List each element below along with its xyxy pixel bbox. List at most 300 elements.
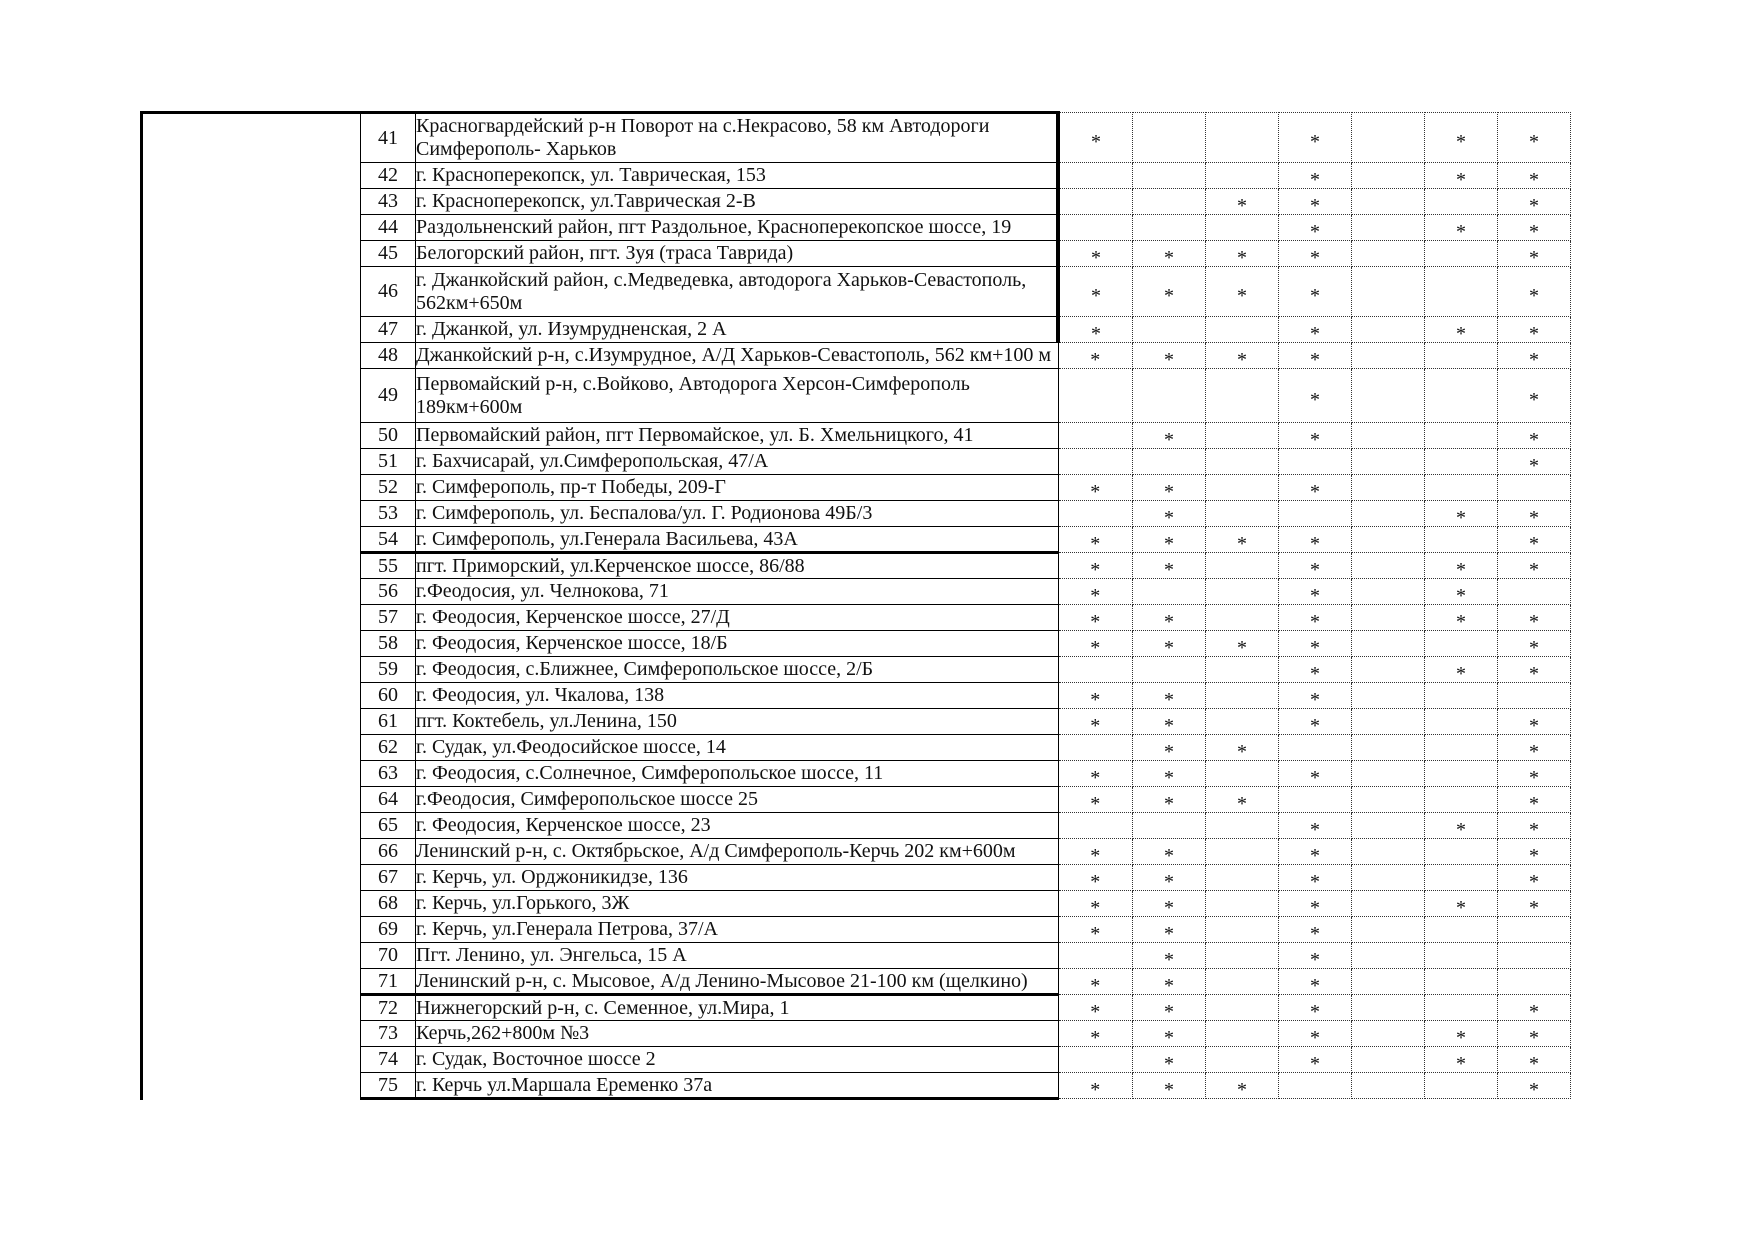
- asterisk-mark: *: [1456, 818, 1466, 839]
- mark-cell: [1279, 969, 1352, 995]
- mark-cell: [1133, 891, 1206, 917]
- mark-cell: [1498, 501, 1571, 527]
- address-cell: г. Феодосия, с.Ближнее, Симферопольское шоссе, 2/Б: [416, 657, 1059, 683]
- mark-cell: [1279, 527, 1352, 553]
- asterisk-mark: *: [1310, 322, 1320, 343]
- mark-cell: [1425, 1073, 1498, 1099]
- asterisk-mark: *: [1456, 896, 1466, 917]
- asterisk-mark: *: [1091, 322, 1101, 343]
- mark-cell: [1206, 1073, 1279, 1099]
- address-cell: г. Керчь, ул.Генерала Петрова, 37/А: [416, 917, 1059, 943]
- asterisk-mark: *: [1164, 1000, 1174, 1021]
- asterisk-mark: *: [1310, 584, 1320, 605]
- asterisk-mark: *: [1529, 284, 1539, 307]
- mark-cell: [1133, 163, 1206, 189]
- address-cell: г. Симферополь, ул.Генерала Васильева, 43А: [416, 527, 1059, 553]
- mark-cell: [1058, 683, 1133, 709]
- asterisk-mark: *: [1310, 610, 1320, 631]
- row-number-cell: 74: [361, 1047, 416, 1073]
- row-number-cell: 46: [361, 267, 416, 317]
- row-number-cell: 58: [361, 631, 416, 657]
- mark-cell: [1498, 369, 1571, 423]
- mark-cell: [1352, 241, 1425, 267]
- table-row: [361, 735, 1571, 761]
- asterisk-mark: *: [1091, 130, 1101, 153]
- mark-cell: [1425, 813, 1498, 839]
- mark-cell: [1498, 449, 1571, 475]
- asterisk-mark: *: [1164, 610, 1174, 631]
- asterisk-mark: *: [1090, 532, 1101, 553]
- row-number-cell: 67: [361, 865, 416, 891]
- asterisk-mark: *: [1237, 740, 1247, 761]
- row-number-cell: 65: [361, 813, 416, 839]
- mark-cell: [1352, 1021, 1425, 1047]
- mark-cell: [1498, 605, 1571, 631]
- mark-cell: [1133, 553, 1206, 579]
- mark-cell: [1425, 475, 1498, 501]
- asterisk-mark: *: [1164, 688, 1174, 709]
- mark-cell: [1498, 683, 1571, 709]
- mark-cell: [1425, 113, 1498, 163]
- row-number-cell: 54: [361, 527, 416, 553]
- asterisk-mark: *: [1164, 740, 1174, 761]
- mark-cell: [1352, 423, 1425, 449]
- rows-container: [361, 113, 1571, 1099]
- asterisk-mark: *: [1529, 1078, 1539, 1099]
- asterisk-mark: *: [1310, 348, 1320, 369]
- asterisk-mark: *: [1310, 766, 1320, 787]
- mark-cell: [1279, 787, 1352, 813]
- mark-cell: [1206, 891, 1279, 917]
- mark-cell: [1425, 865, 1498, 891]
- mark-cell: [1425, 787, 1498, 813]
- mark-cell: [1498, 865, 1571, 891]
- row-number-cell: 43: [361, 189, 416, 215]
- mark-cell: [1058, 943, 1133, 969]
- mark-cell: [1133, 839, 1206, 865]
- asterisk-mark: *: [1529, 388, 1539, 411]
- mark-cell: [1352, 1047, 1425, 1073]
- asterisk-mark: *: [1529, 662, 1539, 683]
- row-number-cell: 72: [361, 995, 416, 1021]
- mark-cell: [1206, 813, 1279, 839]
- asterisk-mark: *: [1529, 168, 1539, 189]
- asterisk-mark: *: [1164, 714, 1174, 735]
- asterisk-mark: *: [1090, 558, 1101, 579]
- asterisk-mark: *: [1090, 792, 1101, 813]
- asterisk-mark: *: [1090, 714, 1101, 735]
- asterisk-mark: *: [1237, 1078, 1247, 1099]
- mark-cell: [1425, 527, 1498, 553]
- mark-cell: [1352, 189, 1425, 215]
- mark-cell: [1279, 865, 1352, 891]
- mark-cell: [1279, 241, 1352, 267]
- mark-cell: [1058, 527, 1133, 553]
- asterisk-mark: *: [1310, 168, 1320, 189]
- mark-cell: [1058, 735, 1133, 761]
- mark-cell: [1058, 761, 1133, 787]
- address-cell: г. Керчь, ул. Орджоникидзе, 136: [416, 865, 1059, 891]
- asterisk-mark: *: [1237, 532, 1247, 553]
- row-number-cell: 57: [361, 605, 416, 631]
- asterisk-mark: *: [1529, 714, 1539, 735]
- mark-cell: [1498, 113, 1571, 163]
- asterisk-mark: *: [1164, 428, 1174, 449]
- asterisk-mark: *: [1310, 636, 1320, 657]
- asterisk-mark: *: [1237, 792, 1247, 813]
- asterisk-mark: *: [1310, 284, 1320, 307]
- row-number-cell: 60: [361, 683, 416, 709]
- mark-cell: [1133, 657, 1206, 683]
- asterisk-mark: *: [1237, 194, 1247, 215]
- mark-cell: [1425, 423, 1498, 449]
- asterisk-mark: *: [1164, 532, 1174, 553]
- mark-cell: [1352, 839, 1425, 865]
- asterisk-mark: *: [1529, 844, 1539, 865]
- mark-cell: [1498, 917, 1571, 943]
- mark-cell: [1425, 579, 1498, 605]
- mark-cell: [1279, 631, 1352, 657]
- mark-cell: [1352, 579, 1425, 605]
- address-cell: Ленинский р-н, с. Мысовое, А/д Ленино-Мысовое 21-100 км (щелкино): [416, 969, 1059, 995]
- mark-cell: [1425, 917, 1498, 943]
- asterisk-mark: *: [1310, 428, 1320, 449]
- mark-cell: [1425, 683, 1498, 709]
- mark-cell: [1425, 343, 1498, 369]
- mark-cell: [1352, 995, 1425, 1021]
- mark-cell: [1498, 761, 1571, 787]
- table-row: [361, 553, 1571, 579]
- table-row: [361, 369, 1571, 423]
- mark-cell: [1206, 735, 1279, 761]
- mark-cell: [1498, 317, 1571, 343]
- mark-cell: [1279, 343, 1352, 369]
- asterisk-mark: *: [1090, 766, 1101, 787]
- address-cell: г. Феодосия, с.Солнечное, Симферопольское шоссе, 11: [416, 761, 1059, 787]
- mark-cell: [1133, 605, 1206, 631]
- asterisk-mark: *: [1310, 896, 1320, 917]
- mark-cell: [1425, 215, 1498, 241]
- mark-cell: [1279, 113, 1352, 163]
- asterisk-mark: *: [1090, 1026, 1101, 1047]
- mark-cell: [1352, 735, 1425, 761]
- mark-cell: [1058, 631, 1133, 657]
- mark-cell: [1058, 343, 1133, 369]
- mark-cell: [1206, 943, 1279, 969]
- asterisk-mark: *: [1164, 246, 1174, 267]
- mark-cell: [1133, 1021, 1206, 1047]
- asterisk-mark: *: [1090, 688, 1101, 709]
- mark-cell: [1133, 813, 1206, 839]
- mark-cell: [1498, 1073, 1571, 1099]
- mark-cell: [1279, 891, 1352, 917]
- row-number-cell: 70: [361, 943, 416, 969]
- left-empty-cell: [140, 111, 360, 1100]
- row-number-cell: 62: [361, 735, 416, 761]
- row-number-cell: 42: [361, 163, 416, 189]
- mark-cell: [1133, 267, 1206, 317]
- mark-cell: [1425, 553, 1498, 579]
- mark-cell: [1425, 657, 1498, 683]
- asterisk-mark: *: [1090, 1000, 1101, 1021]
- address-cell: Пгт. Ленино, ул. Энгельса, 15 А: [416, 943, 1059, 969]
- asterisk-mark: *: [1164, 506, 1174, 527]
- mark-cell: [1425, 1047, 1498, 1073]
- asterisk-mark: *: [1237, 284, 1247, 307]
- address-cell: г. Феодосия, Керченское шоссе, 18/Б: [416, 631, 1059, 657]
- table-row: [361, 1073, 1571, 1099]
- mark-cell: [1206, 1047, 1279, 1073]
- mark-cell: [1279, 369, 1352, 423]
- asterisk-mark: *: [1164, 636, 1174, 657]
- mark-cell: [1352, 343, 1425, 369]
- asterisk-mark: *: [1310, 1026, 1320, 1047]
- mark-cell: [1058, 1047, 1133, 1073]
- asterisk-mark: *: [1237, 636, 1247, 657]
- address-cell: Красногвардейский р-н Поворот на с.Некрасово, 58 км Автодороги Симферополь- Харьков: [416, 113, 1059, 163]
- mark-cell: [1133, 527, 1206, 553]
- table-row: [361, 605, 1571, 631]
- mark-cell: [1279, 917, 1352, 943]
- mark-cell: [1206, 113, 1279, 163]
- asterisk-mark: *: [1456, 610, 1466, 631]
- mark-cell: [1352, 215, 1425, 241]
- address-cell: г. Джанкойский район, с.Медведевка, автодорога Харьков-Севастополь, 562км+650м: [416, 267, 1059, 317]
- table-row: [361, 917, 1571, 943]
- asterisk-mark: *: [1164, 948, 1174, 969]
- row-number-cell: 73: [361, 1021, 416, 1047]
- mark-cell: [1425, 631, 1498, 657]
- row-number-cell: 59: [361, 657, 416, 683]
- mark-cell: [1279, 163, 1352, 189]
- asterisk-mark: *: [1090, 870, 1101, 891]
- asterisk-mark: *: [1529, 1000, 1539, 1021]
- mark-cell: [1279, 423, 1352, 449]
- table-row: [361, 475, 1571, 501]
- mark-cell: [1498, 579, 1571, 605]
- asterisk-mark: *: [1456, 1026, 1466, 1047]
- mark-cell: [1279, 735, 1352, 761]
- asterisk-mark: *: [1164, 870, 1174, 891]
- mark-cell: [1206, 241, 1279, 267]
- mark-cell: [1206, 423, 1279, 449]
- mark-cell: [1352, 969, 1425, 995]
- table-row: [361, 969, 1571, 995]
- asterisk-mark: *: [1090, 584, 1101, 605]
- mark-cell: [1058, 241, 1133, 267]
- address-cell: г.Феодосия, Симферопольское шоссе 25: [416, 787, 1059, 813]
- mark-cell: [1279, 943, 1352, 969]
- address-cell: г. Красноперекопск, ул.Таврическая 2-В: [416, 189, 1059, 215]
- asterisk-mark: *: [1456, 322, 1466, 343]
- asterisk-mark: *: [1090, 636, 1101, 657]
- mark-cell: [1352, 709, 1425, 735]
- address-cell: г. Красноперекопск, ул. Таврическая, 153: [416, 163, 1059, 189]
- mark-cell: [1058, 579, 1133, 605]
- row-number-cell: 53: [361, 501, 416, 527]
- mark-cell: [1352, 369, 1425, 423]
- mark-cell: [1425, 735, 1498, 761]
- asterisk-mark: *: [1310, 558, 1320, 579]
- mark-cell: [1425, 709, 1498, 735]
- mark-cell: [1206, 839, 1279, 865]
- asterisk-mark: *: [1456, 506, 1466, 527]
- mark-cell: [1058, 891, 1133, 917]
- asterisk-mark: *: [1529, 636, 1539, 657]
- address-cell: Ленинский р-н, с. Октябрьское, А/д Симферополь-Керчь 202 км+600м: [416, 839, 1059, 865]
- table-row: [361, 683, 1571, 709]
- mark-cell: [1133, 969, 1206, 995]
- mark-cell: [1279, 995, 1352, 1021]
- mark-cell: [1206, 475, 1279, 501]
- mark-cell: [1133, 735, 1206, 761]
- asterisk-mark: *: [1529, 348, 1539, 369]
- asterisk-mark: *: [1091, 246, 1101, 267]
- asterisk-mark: *: [1456, 168, 1466, 189]
- asterisk-mark: *: [1529, 610, 1539, 631]
- asterisk-mark: *: [1529, 220, 1539, 241]
- table-row: [361, 527, 1571, 553]
- row-number-cell: 64: [361, 787, 416, 813]
- mark-cell: [1279, 813, 1352, 839]
- mark-cell: [1058, 995, 1133, 1021]
- mark-cell: [1058, 189, 1133, 215]
- mark-cell: [1279, 501, 1352, 527]
- asterisk-mark: *: [1529, 322, 1539, 343]
- table-row: [361, 995, 1571, 1021]
- address-cell: Белогорский район, пгт. Зуя (траса Таврида): [416, 241, 1059, 267]
- mark-cell: [1425, 761, 1498, 787]
- row-number-cell: 56: [361, 579, 416, 605]
- mark-cell: [1425, 943, 1498, 969]
- mark-cell: [1279, 605, 1352, 631]
- address-cell: г. Симферополь, пр-т Победы, 209-Г: [416, 475, 1059, 501]
- mark-cell: [1133, 241, 1206, 267]
- mark-cell: [1058, 163, 1133, 189]
- asterisk-mark: *: [1090, 896, 1101, 917]
- row-number-cell: 45: [361, 241, 416, 267]
- mark-cell: [1279, 761, 1352, 787]
- row-number-cell: 48: [361, 343, 416, 369]
- mark-cell: [1352, 163, 1425, 189]
- asterisk-mark: *: [1456, 558, 1466, 579]
- address-cell: г. Феодосия, Керченское шоссе, 27/Д: [416, 605, 1059, 631]
- mark-cell: [1206, 865, 1279, 891]
- address-cell: Первомайский р-н, с.Войково, Автодорога Херсон-Симферополь 189км+600м: [416, 369, 1059, 423]
- mark-cell: [1058, 657, 1133, 683]
- mark-cell: [1498, 215, 1571, 241]
- mark-cell: [1498, 969, 1571, 995]
- mark-cell: [1498, 891, 1571, 917]
- mark-cell: [1425, 891, 1498, 917]
- address-cell: пгт. Приморский, ул.Керченское шоссе, 86/88: [416, 553, 1059, 579]
- mark-cell: [1425, 449, 1498, 475]
- mark-cell: [1133, 113, 1206, 163]
- asterisk-mark: *: [1164, 766, 1174, 787]
- mark-cell: [1058, 369, 1133, 423]
- table-row: [361, 317, 1571, 343]
- asterisk-mark: *: [1529, 506, 1539, 527]
- table-row: [361, 215, 1571, 241]
- mark-cell: [1058, 839, 1133, 865]
- asterisk-mark: *: [1310, 870, 1320, 891]
- mark-cell: [1498, 735, 1571, 761]
- asterisk-mark: *: [1164, 1078, 1174, 1099]
- asterisk-mark: *: [1090, 480, 1101, 501]
- mark-cell: [1498, 995, 1571, 1021]
- row-number-cell: 47: [361, 317, 416, 343]
- mark-cell: [1206, 995, 1279, 1021]
- address-cell: г. Бахчисарай, ул.Симферопольская, 47/А: [416, 449, 1059, 475]
- mark-cell: [1279, 553, 1352, 579]
- mark-cell: [1498, 1021, 1571, 1047]
- asterisk-mark: *: [1237, 348, 1247, 369]
- asterisk-mark: *: [1529, 454, 1539, 475]
- table-row: [361, 709, 1571, 735]
- table-row: [361, 113, 1571, 163]
- mark-cell: [1133, 1073, 1206, 1099]
- asterisk-mark: *: [1310, 1000, 1320, 1021]
- asterisk-mark: *: [1310, 1052, 1320, 1073]
- mark-cell: [1352, 761, 1425, 787]
- mark-cell: [1058, 1073, 1133, 1099]
- mark-cell: [1058, 813, 1133, 839]
- mark-cell: [1498, 813, 1571, 839]
- table-layout: [140, 111, 1571, 1100]
- address-cell: г. Керчь ул.Маршала Еременко 37а: [416, 1073, 1059, 1099]
- mark-cell: [1425, 317, 1498, 343]
- mark-cell: [1206, 317, 1279, 343]
- asterisk-mark: *: [1164, 1052, 1174, 1073]
- mark-cell: [1352, 553, 1425, 579]
- mark-cell: [1206, 657, 1279, 683]
- asterisk-mark: *: [1090, 844, 1101, 865]
- row-number-cell: 55: [361, 553, 416, 579]
- mark-cell: [1498, 839, 1571, 865]
- asterisk-mark: *: [1164, 480, 1174, 501]
- mark-cell: [1206, 579, 1279, 605]
- mark-cell: [1133, 475, 1206, 501]
- mark-cell: [1058, 709, 1133, 735]
- asterisk-mark: *: [1090, 348, 1101, 369]
- mark-cell: [1352, 865, 1425, 891]
- mark-cell: [1206, 761, 1279, 787]
- mark-cell: [1206, 683, 1279, 709]
- asterisk-mark: *: [1529, 194, 1539, 215]
- mark-cell: [1279, 657, 1352, 683]
- mark-cell: [1058, 475, 1133, 501]
- table-row: [361, 267, 1571, 317]
- mark-cell: [1058, 1021, 1133, 1047]
- table-row: [361, 813, 1571, 839]
- address-cell: г. Керчь, ул.Горького, 3Ж: [416, 891, 1059, 917]
- mark-cell: [1133, 317, 1206, 343]
- asterisk-mark: *: [1164, 348, 1174, 369]
- row-number-cell: 51: [361, 449, 416, 475]
- mark-cell: [1133, 423, 1206, 449]
- mark-cell: [1206, 501, 1279, 527]
- mark-cell: [1058, 917, 1133, 943]
- mark-cell: [1279, 267, 1352, 317]
- mark-cell: [1498, 475, 1571, 501]
- mark-cell: [1279, 1047, 1352, 1073]
- table-row: [361, 787, 1571, 813]
- asterisk-mark: *: [1091, 284, 1101, 307]
- mark-cell: [1498, 657, 1571, 683]
- mark-cell: [1133, 943, 1206, 969]
- mark-cell: [1058, 449, 1133, 475]
- mark-cell: [1206, 787, 1279, 813]
